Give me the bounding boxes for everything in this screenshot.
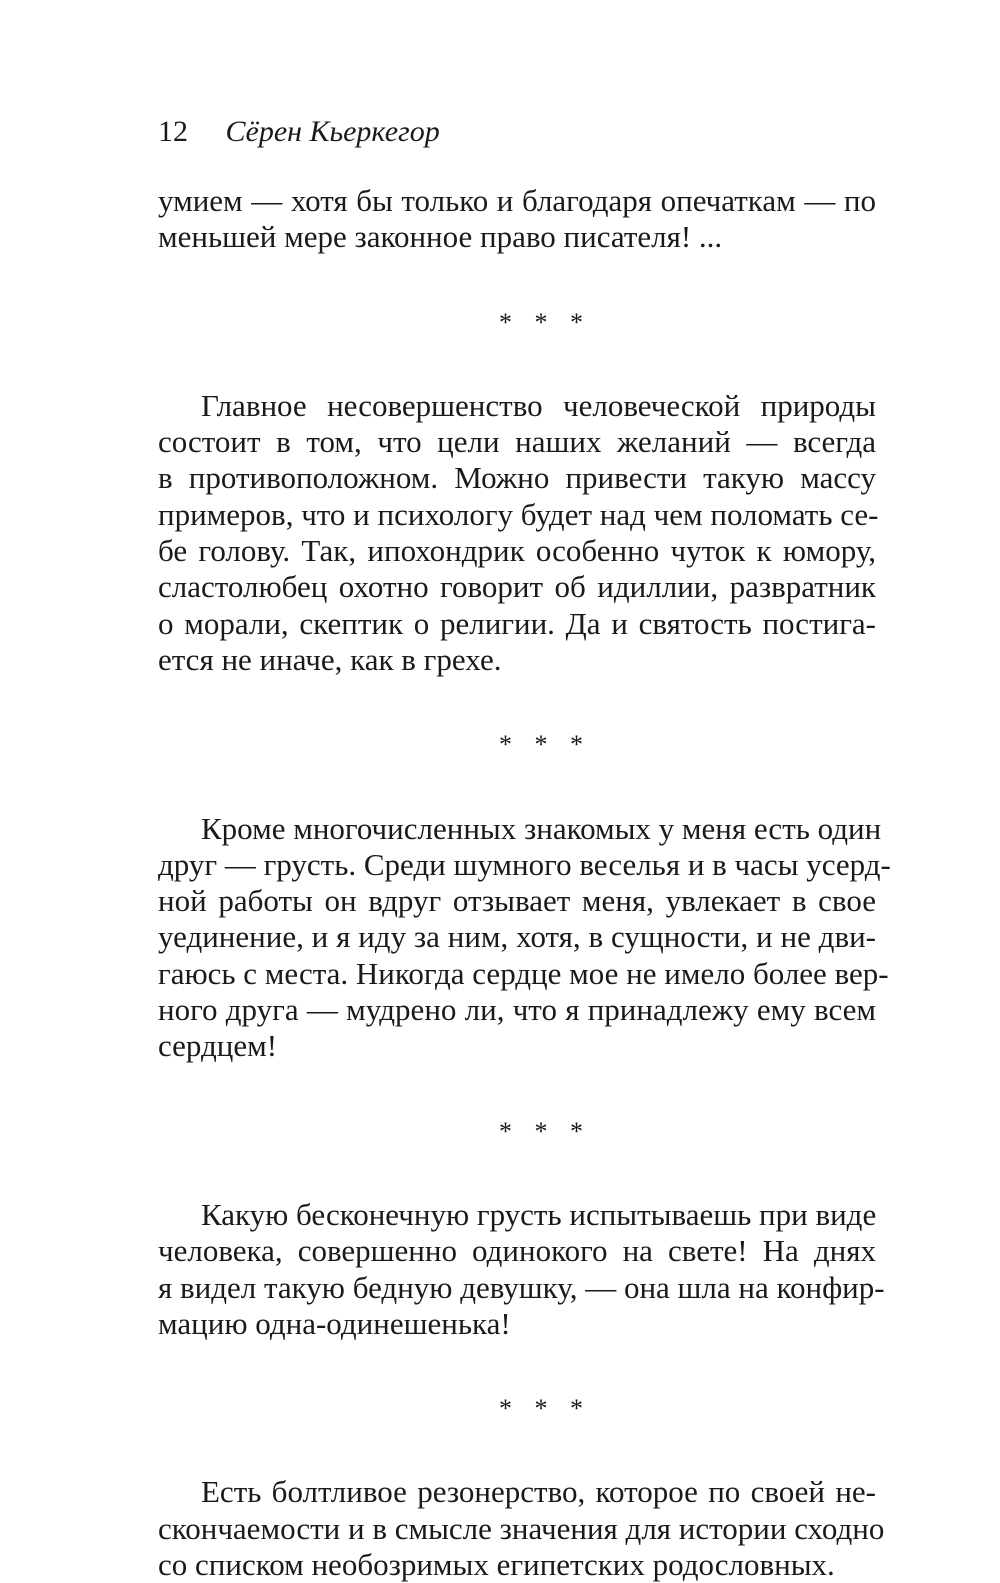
text-line: ется не иначе, как в грехе. [158, 641, 502, 677]
text-line: бе голову. Так, ипохондрик особенно чуток к юмору, [158, 533, 876, 569]
text-line: сердцем! [158, 1028, 278, 1064]
text-line: со списком необозримых египетских родословных. [158, 1547, 835, 1583]
text-line: умием — хотя бы только и благодаря опечаткам — по [158, 183, 876, 218]
text-line: я видел такую бедную девушку, — она шла на конфир- [158, 1269, 885, 1305]
text-line: Главное несовершенство человеческой природы [201, 387, 876, 423]
author-name: Сёрен Кьеркегор [225, 115, 440, 148]
text-line: гаюсь с места. Никогда сердце мое не имело более вер- [158, 955, 889, 991]
paragraph [158, 183, 876, 256]
running-head [158, 112, 440, 152]
section-separator: * * * [499, 1394, 591, 1424]
section-separator: * * * [499, 730, 591, 760]
text-line: человека, совершенно одинокого на свете! На днях [158, 1233, 876, 1269]
text-line: примеров, что и психологу будет над чем поломать се- [158, 496, 879, 532]
text-line: о морали, скептик о религии. Да и святость постига- [158, 605, 876, 641]
page-number: 12 [158, 115, 188, 148]
text-line: Какую бесконечную грусть испытываешь при виде [201, 1196, 877, 1232]
text-line: Есть болтливое резонерство, которое по своей не- [201, 1474, 876, 1510]
text-line: уединение, и я иду за ним, хотя, в сущности, и не дви- [158, 919, 876, 955]
section-separator: * * * [499, 1116, 591, 1146]
text-line: состоит в том, что цели наших желаний — всегда [158, 424, 876, 460]
section-separator: * * * [499, 307, 591, 337]
text-line: скончаемости и в смысле значения для истории сходно [158, 1510, 885, 1546]
paragraph [158, 1196, 885, 1342]
paragraph [158, 387, 879, 678]
body-text [158, 183, 891, 1583]
text-line: Кроме многочисленных знакомых у меня есть один [201, 810, 882, 846]
text-line: ной работы он вдруг отзывает меня, увлекает в свое [158, 883, 876, 919]
text-line: меньшей мере законное право писателя! ... [158, 219, 723, 255]
text-line: ного друга — мудрено ли, что я принадлежу ему всем [158, 992, 876, 1028]
paragraph [158, 810, 891, 1065]
text-line: сластолюбец охотно говорит об идиллии, развратник [158, 569, 876, 605]
text-line: мацию одна-одинешенька! [158, 1305, 511, 1341]
text-line: друг — грусть. Среди шумного веселья и в часы усерд- [158, 846, 891, 882]
text-line: в противоположном. Можно привести такую массу [158, 460, 876, 496]
paragraph [158, 1474, 885, 1583]
